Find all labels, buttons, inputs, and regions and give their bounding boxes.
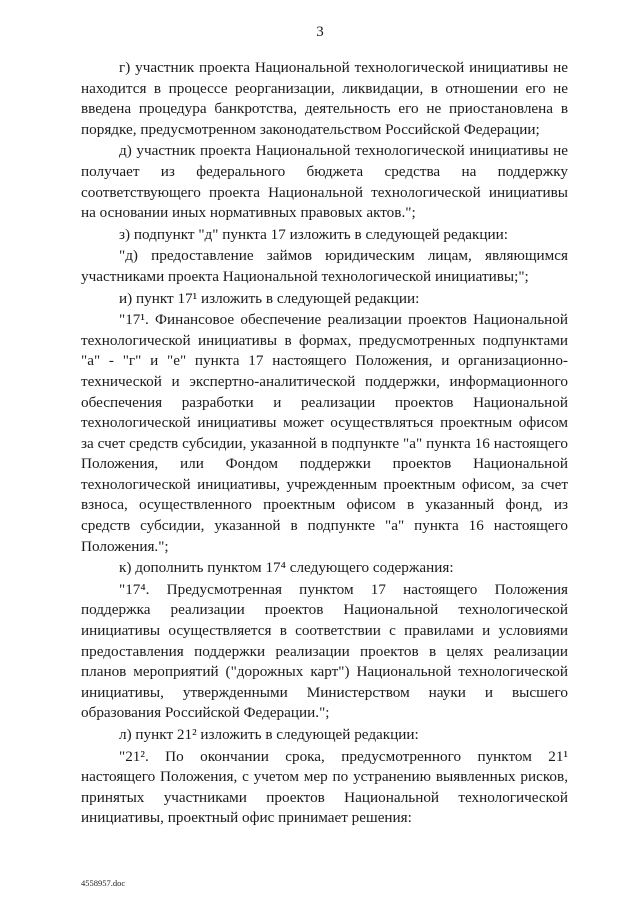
paragraph-k: к) дополнить пунктом 17⁴ следующего содержания: [119, 559, 454, 577]
paragraph-g: г) участник проекта Национальной технологической инициативы не находится в процессе реорганизации, ликвидации, в отношении его не введена процедура банкротства, деятельность его не приостановлена в порядке, предусмотренном законодательством Российской Федерации; [81, 59, 568, 138]
paragraph-l: л) пункт 21² изложить в следующей редакции: [119, 726, 419, 743]
document-footer-filename: 4558957.doc [81, 878, 126, 888]
paragraph-d: д) участник проекта Национальной технологической инициативы не получает из федерального бюджета средства на поддержку соответствующего проекта Национальной технологической инициативы на основании иных нормативных правовых актов."; [81, 142, 568, 222]
paragraph-l-quote: "21². По окончании срока, предусмотренного пунктом 21¹ настоящего Положения, с учетом мер по устранению выявленных рисков, принятых участниками проектов Национальной технологической инициативы, проектный офис принимает решения: [81, 747, 568, 827]
paragraph-i: и) пункт 17¹ изложить в следующей редакции: [119, 289, 420, 307]
paragraph-z-quote: "д) предоставление займов юридическим лицам, являющимся участниками проекта Национальной технологической инициативы;"; [81, 247, 568, 285]
page-number: 3 [316, 24, 324, 40]
paragraph-k-quote: "17⁴. Предусмотренная пунктом 17 настоящего Положения поддержка реализации проектов Национальной технологической инициативы осуществляется в соответствии с правилами и условиями предоставления поддержки реализации проектов в целях реализации планов мероприятий ("дорожных карт") Национальной технологической инициативы, утвержденными Министерством науки и высшего образования Российской Федерации."; [81, 580, 568, 722]
paragraph-z: з) подпункт "д" пункта 17 изложить в следующей редакции: [119, 225, 508, 243]
document-body [81, 58, 568, 830]
paragraph-i-quote: "17¹. Финансовое обеспечение реализации проектов Национальной технологической инициативы в формах, предусмотренных подпунктами "а" - "г" и "е" пункта 17 настоящего Положения, и организационно-технической и экспертно-аналитической поддержки, информационного обеспечения разработки и реализации проектов Национальной технологической инициативы может осуществляться проектным офисом за счет средств субсидии, указанной в подпункте "а" пункта 16 настоящего Положения, или Фондом поддержки проектов Национальной технологической инициативы, учрежденным проектным офисом, за счет взноса, осуществленного проектным офисом в указанный фонд, из средств субсидии, указанной в подпункте "а" пункта 16 настоящего Положения."; [81, 311, 568, 555]
